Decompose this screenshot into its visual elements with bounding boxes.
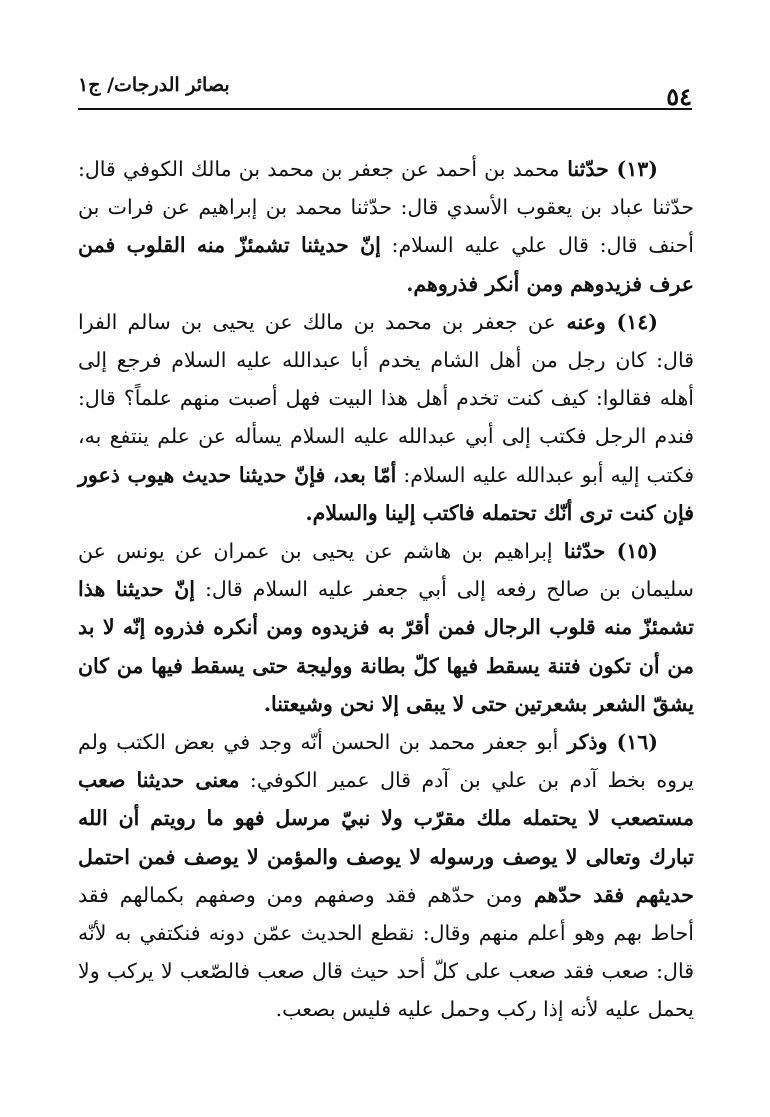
paragraph-segment: عن جعفر بن محمد بن مالك عن يحيى بن سالم الفرا قال: كان رجل من أهل الشام يخدم أبا عبدالله عليه السلام فرجع إلى أهله فقالوا: كيف كنت تخدم أهل هذا البيت فهل أصبت منهم علماً؟ قال: فندم الرجل فكتب إلى أبي عبدالله عليه السلام يسأله عن علم ينتفع به، فكتب إليه أبو عبدالله عليه السلام: xyxy=(78,309,694,487)
paragraph-segment: (١٥) حدّثنا xyxy=(552,539,658,564)
paragraph-segment: إنّ حديثنا هذا تشمئزّ منه قلوب الرجال فمن أقرّ به فزيدوه ومن أنكره فذروه إنّه لا بد من أن تكون فتنة يسقط فيها كلّ بطانة ووليجة حتى يسقط فيها من كان يشقّ الشعر بشعرتين حتى لا يبقى إلا نحن وشيعتنا. xyxy=(78,577,694,716)
paragraph-segment: إبراهيم بن هاشم عن يحيى بن عمران عن يونس عن سليمان بن صالح رفعه إلى أبي جعفر عليه السلام قال: xyxy=(78,539,694,602)
hadith-paragraph-15 xyxy=(78,532,694,723)
body-text xyxy=(78,150,694,1029)
paragraph-segment: (١٤) وعنه xyxy=(555,309,658,334)
paragraph-segment: (١٣) حدّثنا xyxy=(559,157,658,181)
hadith-paragraph-14 xyxy=(78,303,694,532)
paragraph-segment: معنى حديثنا صعب مستصعب لا يحتمله ملك مقرّب ولا نبيّ مرسل فهو ما رويتم أن الله تبارك وتعالى لا يوصف ورسوله لا يوصف والمؤمن لا يوصف فمن احتمل حديثهم فقد حدّهم xyxy=(78,768,694,907)
paragraph-segment: أمّا بعد، فإنّ حديثنا حديث هيوب ذعور فإن كنت ترى أنّك تحتمله فاكتب إلينا والسلام. xyxy=(78,462,694,525)
paragraph-segment: أبو جعفر محمد بن الحسن أنّه وجد في بعض الكتب ولم يروه بخط آدم بن علي بن آدم قال عمير الكوفي: xyxy=(78,730,694,793)
paragraph-segment: (١٦) وذكر xyxy=(558,730,658,755)
paragraph-segment: إنّ حديثنا تشمئزّ منه القلوب فمن عرف فزيدوهم ومن أنكر فذروهم. xyxy=(78,233,694,296)
running-title: بصائر الدرجات/ ج١ xyxy=(78,74,230,96)
paragraph-segment: محمد بن أحمد عن جعفر بن محمد بن مالك الكوفي قال: حدّثنا عباد بن يعقوب الأسدي قال: حدّثنا محمد بن إبراهيم عن فرات بن أحنف قال: قال علي عليه السلام: xyxy=(78,157,694,258)
hadith-paragraph-13 xyxy=(78,150,694,303)
hadith-paragraph-16 xyxy=(78,723,694,1029)
page-header xyxy=(78,70,692,110)
paragraph-segment: ومن حدّهم فقد وصفهم ومن وصفهم بكمالهم فقد أحاط بهم وهو أعلم منهم وقال: نقطع الحديث عمّن دونه فنكتفي به لأنّه قال: صعب فقد صعب على كلّ أحد حيث قال صعب فالصّعب لا يركب ولا يحمل عليه لأنه إذا ركب وحمل عليه فليس بصعب. xyxy=(78,882,694,1022)
page-number: ٥٤ xyxy=(666,82,692,111)
